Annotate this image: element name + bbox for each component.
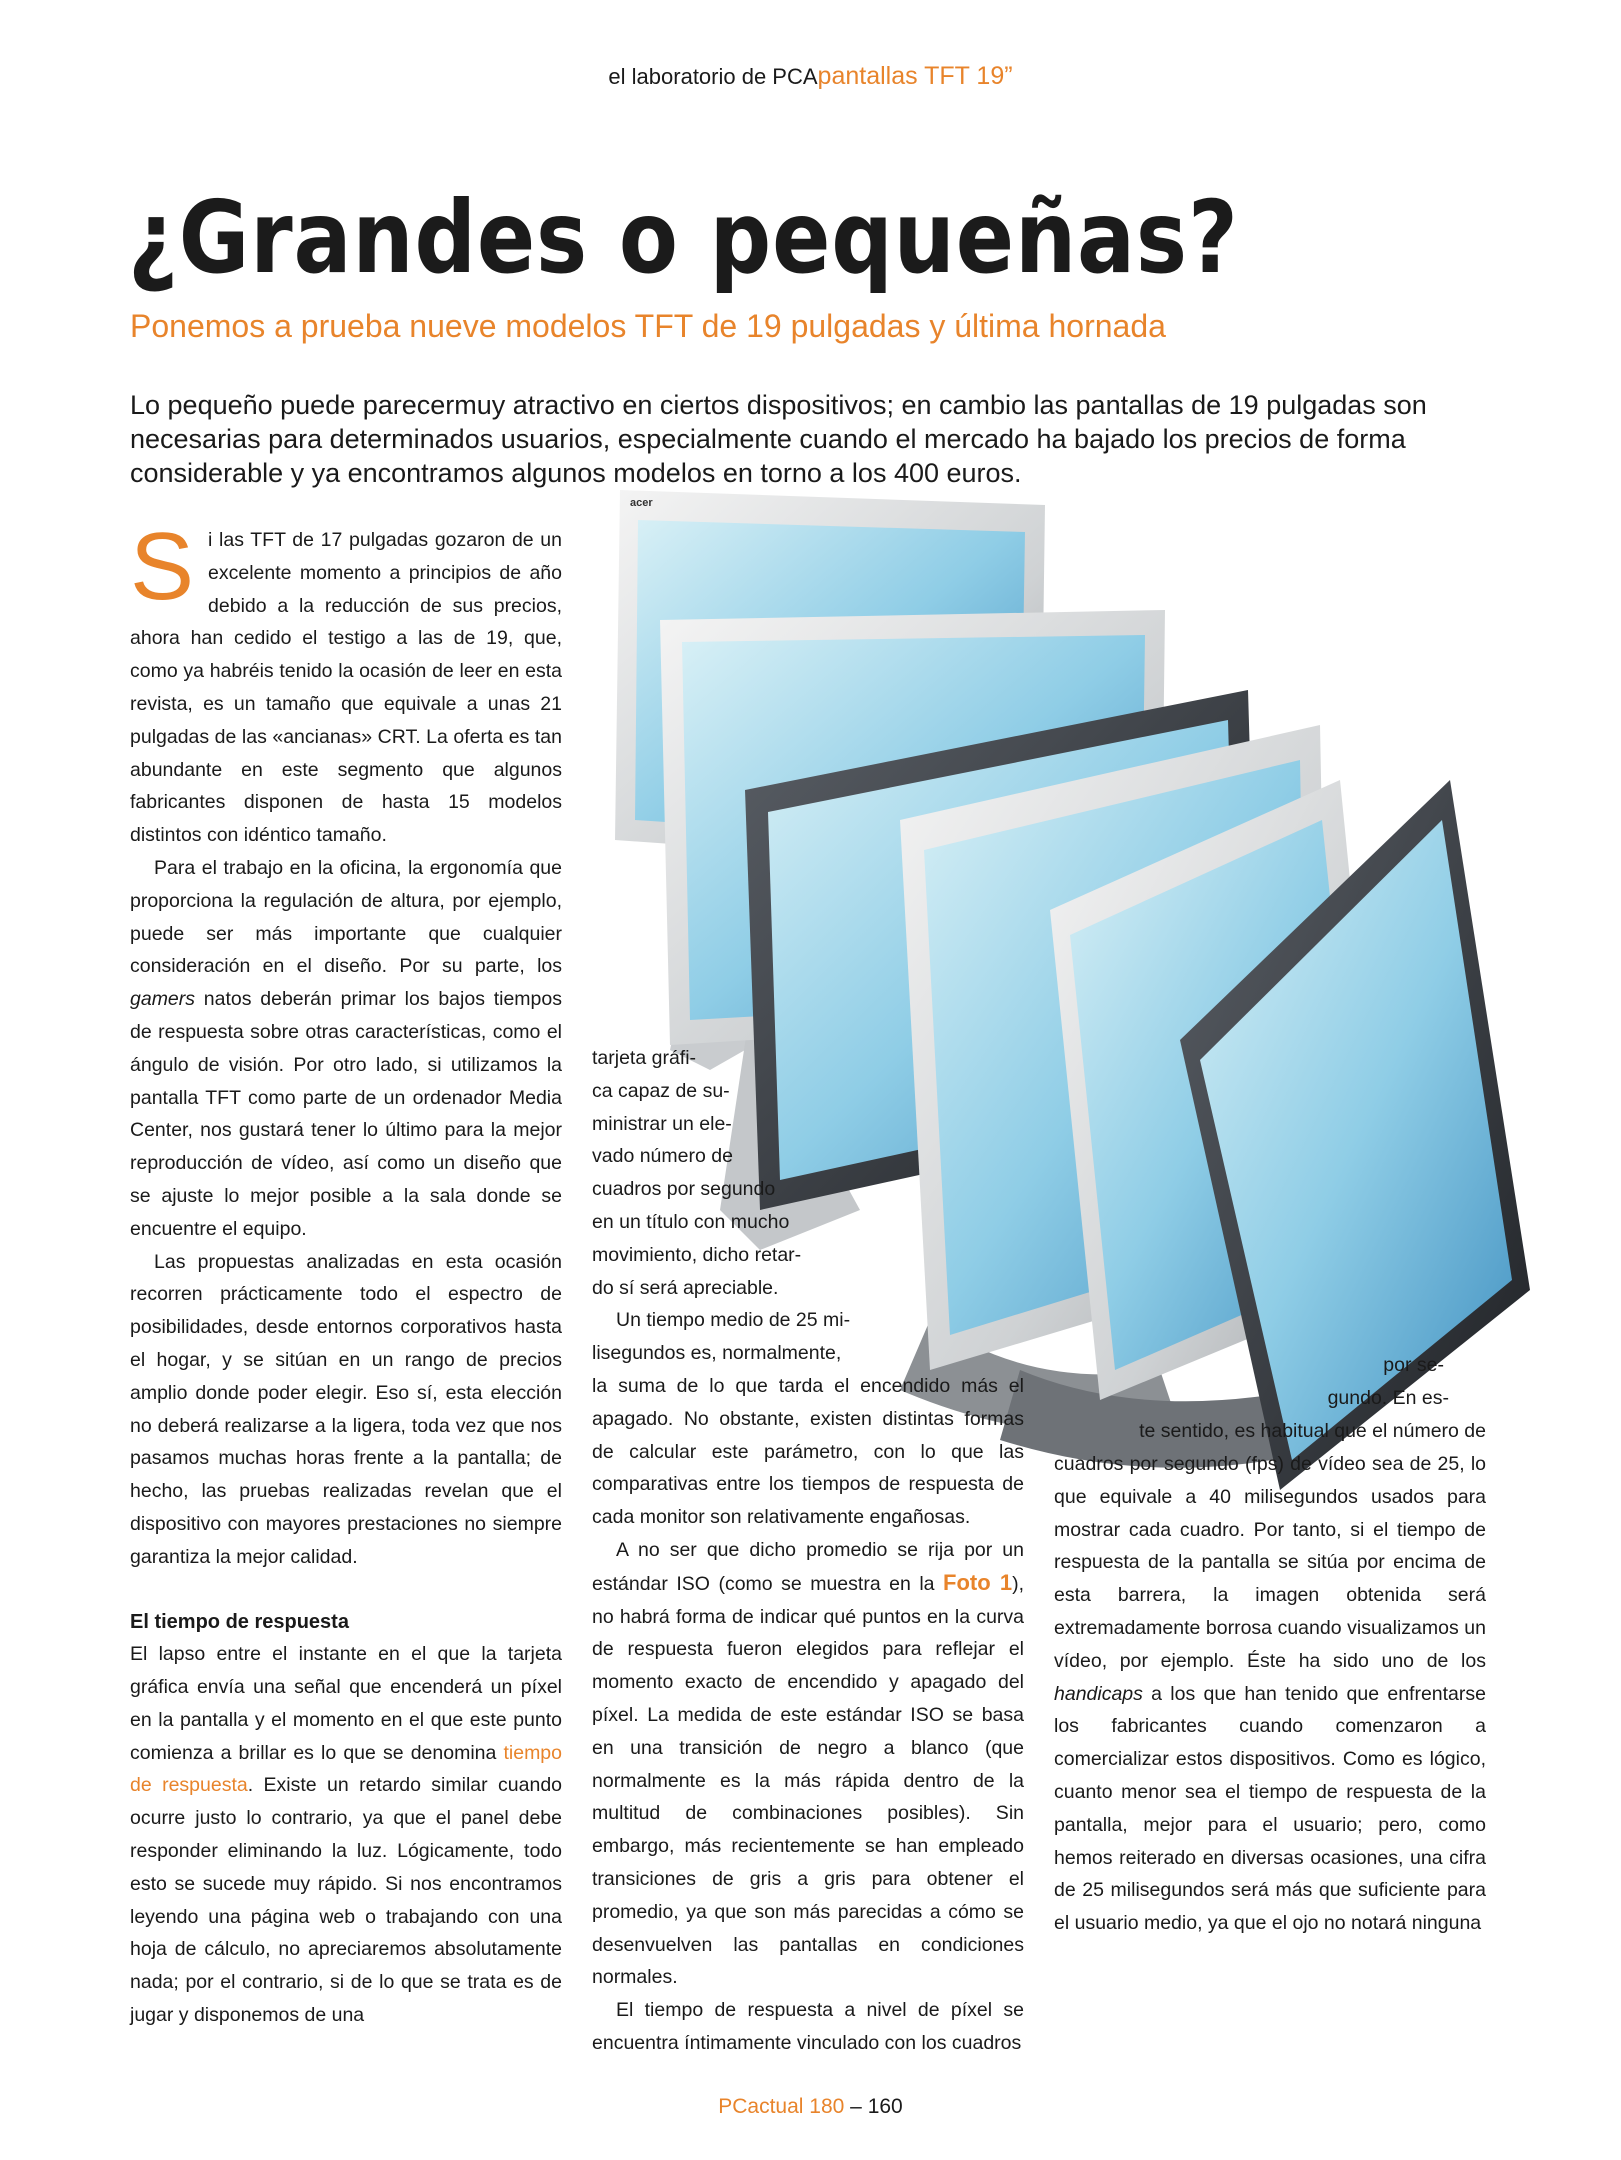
wrapped-line: Un tiempo medio de 25 mi- (616, 1309, 851, 1332)
paragraph-1-text: i las TFT de 17 pulgadas gozaron de un excelente momento a principios de año debido a la reducción de sus precios, ahora han cedido el testigo a las de 19, que, como ya habréis tenido la ocasión de leer en esta revista, es un tamaño que equivale a unas 21 pulgadas de las «ancianas» CRT. La oferta es tan abundante en este segmento que algunos fabricantes disponen de hasta 15 modelos distintos con idéntico tamaño. (130, 529, 562, 847)
paragraph-8-emphasis: handicaps (1054, 1682, 1143, 1705)
col3-wrapped-line-1: por se- (1383, 1354, 1444, 1376)
term-highlight: tiempo de respuesta (130, 1741, 562, 1797)
wrapped-line: vado número de (592, 1145, 733, 1168)
paragraph-4 (130, 1638, 562, 2032)
page-number: 160 (867, 2095, 903, 2118)
monitor-brand-label: acer (630, 497, 653, 509)
paragraph-2 (130, 852, 562, 1246)
paragraph-8 (1054, 1448, 1486, 1940)
paragraph-4-text-a: El lapso entre el instante en el que la tarjeta gráfica envía una señal que encenderá un píxel en la pantalla y el momento en el que este punto comienza a brillar es lo que se denomina (130, 1643, 562, 1764)
page-footer (0, 2095, 1621, 2119)
article-lead: Lo pequeño puede parecermuy atractivo en ciertos dispositivos; en cambio las pantallas de 19 pulgadas son necesarias para determinados usuarios, especialmente cuando el mercado ha bajado los precios de forma considerable y ya encontramos algunos modelos en torno a los 400 euros. (130, 390, 1427, 488)
paragraph-2-emphasis: gamers (130, 988, 196, 1011)
paragraph-1 (130, 513, 562, 852)
running-head (0, 62, 1621, 91)
paragraph-3: Las propuestas analizadas en esta ocasión recorren prácticamente todo el espectro de posibilidades, desde entornos corporativos hasta el hogar, y se sitúan en un rango de precios amplio donde poder elegir. Eso sí, esta elección no deberá realizarse a la ligera, toda vez que nos pasamos muchas horas frente a la pantalla; de hecho, las pruebas realizadas revelan que el dispositivo con mayores prestaciones no siempre garantiza la mejor calidad. (130, 1250, 562, 1568)
wrapped-line: cuadros por segundo (592, 1178, 776, 1201)
paragraph-5: la suma de lo que tarda el encendido más el apagado. No obstante, existen distintas formas de calcular este parámetro, con lo que las comparativas entre los tiempos de respuesta de cada monitor son relativamente engañosas. (592, 1374, 1024, 1529)
running-head-section: pantallas TFT 19” (817, 62, 1013, 90)
paragraph-8-text-b: a los que han tenido que enfrentarse los fabricantes cuando comenzaron a comercializar estos dispositivos. Como es lógico, cuanto menor sea el tiempo de respuesta de la pantalla, mejor para el usuario; pero, como hemos reiterado en diversas ocasiones, una cifra de 25 milisegundos será más que suficiente para el usuario medio, ya que el ojo no notará ninguna (1054, 1682, 1486, 1935)
photo-reference: Foto 1 (943, 1569, 1013, 1595)
col3-wrapped-line-2: gundo. En es- (1327, 1387, 1449, 1409)
wrapped-line: movimiento, dicho retar- (592, 1243, 802, 1266)
wrapped-line: ca capaz de su- (592, 1079, 730, 1102)
footer-separator: – (844, 2095, 868, 2118)
drop-cap: S (130, 513, 195, 620)
paragraph-8-text-a: cuadros por segundo (fps) de vídeo sea de 25, lo que equivale a 40 milisegundos usados para mostrar cada cuadro. Por tanto, si el tiempo de respuesta de la pantalla se sitúa por encima de esta barrera, la imagen obtenida será extremadamente borrosa cuando visualizamos un vídeo, por ejemplo. Éste ha sido uno de los (1054, 1453, 1486, 1672)
paragraph-2-text-a: Para el trabajo en la oficina, la ergonomía que proporciona la regulación de altura, por ejemplo, puede ser más importante que cualquier consideración en el diseño. Por su parte, los (130, 856, 562, 978)
wrapped-line: do sí será apreciable. (592, 1276, 779, 1299)
paragraph-6 (592, 1534, 1024, 1994)
paragraph-2-text-b: natos deberán primar los bajos tiempos de respuesta sobre otras características, como el ángulo de visión. Por otro lado, si utilizamos la pantalla TFT como parte de un ordenador Media Center, nos gustará tener lo último para la mejor reproducción de vídeo, así como un diseño que se ajuste lo mejor posible a la sala donde se encuentre el equipo. (130, 988, 562, 1240)
col3-wrapped-line-3: te sentido, es habitual que el número de (1139, 1420, 1486, 1442)
section-heading: El tiempo de respuesta (130, 1610, 349, 1633)
wrapped-line: lisegundos es, normalmente, (592, 1342, 842, 1365)
article-title: ¿Grandes o pequeñas? (128, 179, 1239, 296)
magazine-issue: PCactual 180 (718, 2095, 845, 2118)
paragraph-6-text-b: ), no habrá forma de indicar qué puntos en la curva de respuesta fueron elegidos para reflejar el momento exacto de encendido y apagado del píxel. La medida de este estándar ISO se basa en una transición de negro a blanco (que normalmente es la más rápida dentro de la multitud de combinaciones posibles). Sin embargo, más recientemente se han empleado transiciones de gris a gris para obtener el promedio, ya que son más parecidas a cómo se desenvuelven las pantallas en condiciones normales. (592, 1572, 1025, 1989)
paragraph-4-text-b: . Existe un retardo similar cuando ocurre justo lo contrario, ya que el panel debe responder eliminando la luz. Lógicamente, todo esto se sucede muy rápido. Si nos encontramos leyendo una página web o trabajando con una hoja de cálculo, no apreciaremos absolutamente nada; por el contrario, si de lo que se trata es de jugar y disponemos de una (130, 1774, 563, 2027)
wrapped-line: en un título con mucho (592, 1210, 790, 1233)
wrapped-line: tarjeta gráfi- (592, 1047, 697, 1069)
column-2 (592, 1042, 1024, 2060)
wrapped-line: ministrar un ele- (592, 1112, 732, 1135)
wrapped-lines (592, 1042, 1024, 1370)
article-subtitle: Ponemos a prueba nueve modelos TFT de 19 pulgadas y última hornada (130, 308, 1166, 344)
paragraph-6-text-a: A no ser que dicho promedio se rija por un estándar ISO (como se muestra en la (592, 1538, 1024, 1595)
column-3 (1054, 1448, 1486, 1940)
column-1 (130, 513, 563, 2032)
paragraph-7: El tiempo de respuesta a nivel de píxel se encuentra íntimamente vinculado con los cuadros (592, 1999, 1024, 2054)
running-head-prefix: el laboratorio de PCA (608, 64, 818, 89)
